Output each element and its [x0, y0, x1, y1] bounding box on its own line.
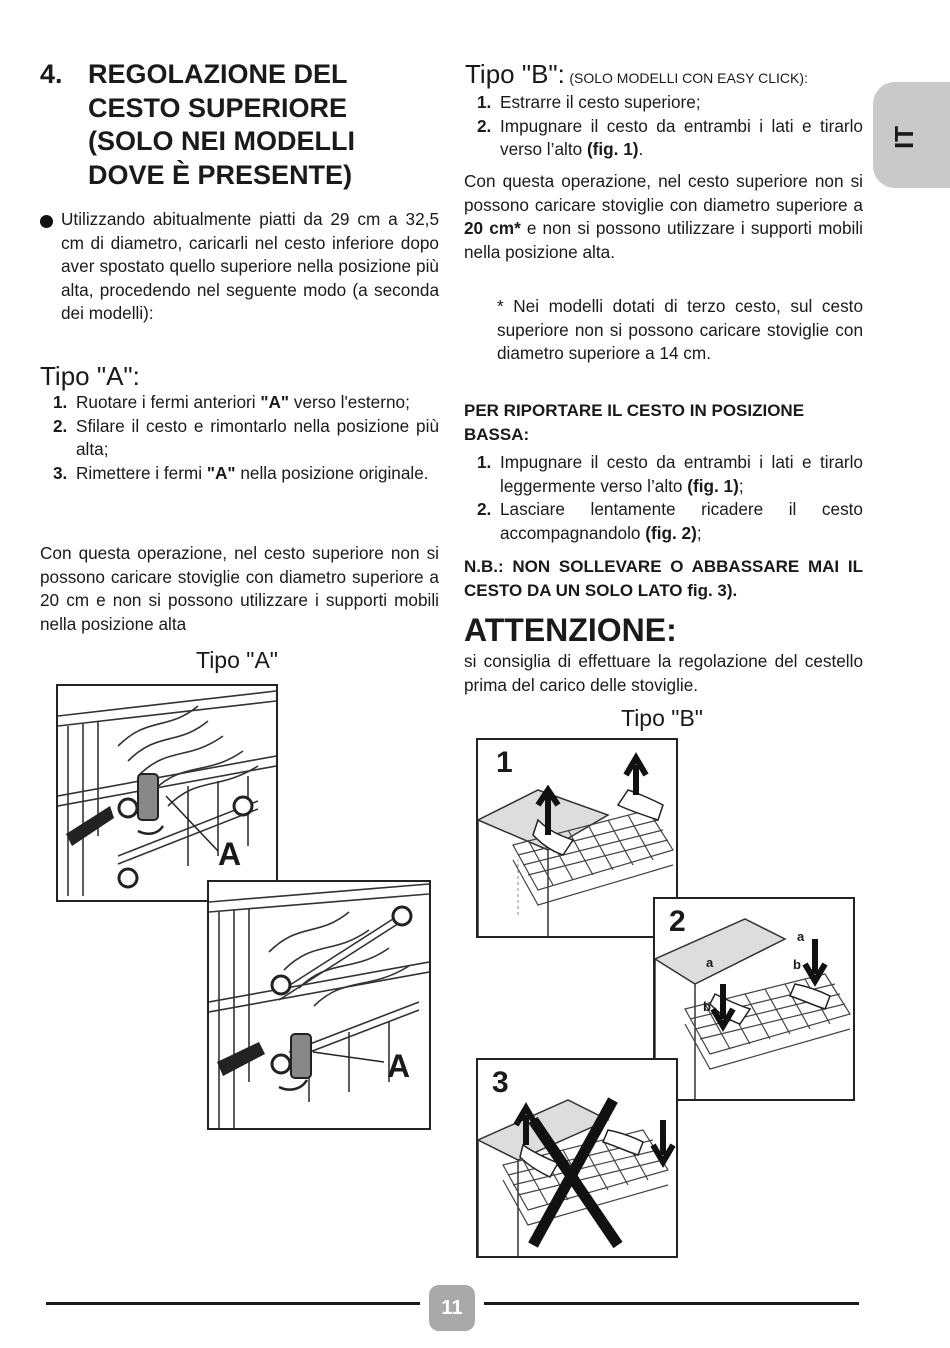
attenzione-heading: ATTENZIONE:	[464, 612, 677, 648]
tipo-a-figure-bottom	[207, 880, 431, 1130]
step-item	[40, 462, 439, 486]
figure-number: 3	[492, 1066, 509, 1099]
tipo-a-label-bottom: A	[387, 1048, 411, 1084]
step-number: 2.	[477, 499, 492, 520]
tipo-a-paragraph: Con questa operazione, nel cesto superiore non si possono caricare stoviglie con diametro superiore a 20 cm e non si possono utilizzare i supporti mobili nella posizione alta	[40, 543, 439, 634]
attenzione-text: si consiglia di effettuare la regolazione del cestello prima del carico delle stoviglie.	[464, 651, 863, 695]
tipo-a-figure-caption: Tipo "A"	[196, 647, 278, 673]
step-text: Rimettere i fermi	[76, 462, 207, 483]
figure-letter: a	[797, 929, 805, 944]
step-text: nella posizione originale.	[235, 462, 429, 483]
step-bold: (fig. 1)	[586, 139, 639, 160]
paragraph-text: Con questa operazione, nel cesto superiore non si possono caricare stoviglie con diametro superiore a	[464, 171, 863, 215]
step-number: 3.	[53, 462, 68, 483]
tipo-b-figure-3	[476, 1058, 678, 1258]
tipo-a-steps	[40, 391, 439, 485]
tipo-b-heading-note: (SOLO MODELLI CON EASY CLICK):	[569, 70, 808, 86]
tipo-b-heading-text: Tipo "B":	[465, 59, 565, 89]
tipo-b-figure-caption: Tipo "B"	[621, 705, 703, 731]
tipo-b-note: * Nei modelli dotati di terzo cesto, sul cesto superiore non si possono caricare stoviglie con diametro superiore a 14 cm.	[497, 296, 863, 364]
step-text: Impugnare il cesto da entrambi i lati e tirarlo verso l’alto	[500, 115, 863, 160]
tipo-b-figure-2	[653, 897, 855, 1101]
step-number: 1.	[53, 392, 68, 412]
intro-bullet-text: Utilizzando abitualmente piatti da 29 cm a 32,5 cm di diametro, caricarli nel cesto inferiore dopo aver spostato quello superiore nella posizione più alta, procedendo nel seguente modo (a seconda dei modelli):	[61, 209, 439, 324]
bassa-steps	[464, 451, 863, 545]
tipo-b-paragraph	[464, 170, 863, 264]
figure-letter: a	[706, 955, 714, 970]
step-number: 1.	[477, 452, 492, 472]
tipo-b-figure-1	[476, 738, 678, 938]
step-text: Lasciare lentamente ricadere il cesto accompagnandolo	[500, 499, 863, 543]
language-tab-label: IT	[889, 125, 920, 150]
step-item	[40, 391, 439, 415]
figure-letter: b	[793, 957, 801, 972]
basket-rail-illustration	[58, 686, 276, 900]
step-text: Ruotare i fermi anteriori	[76, 392, 261, 412]
step-item	[464, 91, 863, 115]
intro-bullet	[40, 208, 439, 326]
step-text: verso l'esterno;	[289, 392, 410, 412]
page-number: 11	[429, 1285, 475, 1331]
step-number: 1.	[477, 92, 492, 112]
step-item	[40, 415, 439, 462]
step-item	[464, 115, 863, 162]
tipo-a-heading: Tipo "A":	[40, 361, 140, 391]
step-text: Estrarre il cesto superiore;	[500, 92, 701, 112]
step-text: .	[638, 139, 644, 160]
tipo-b-steps	[464, 91, 863, 162]
step-text: ;	[696, 522, 702, 543]
nb-warning: N.B.: NON SOLLEVARE O ABBASSARE MAI IL CESTO DA UN SOLO LATO fig. 3).	[464, 557, 863, 600]
step-bold: "A"	[206, 462, 236, 483]
step-item	[464, 498, 863, 545]
footer-rule-right	[484, 1302, 859, 1305]
tipo-a-figure-top	[56, 684, 278, 902]
step-number: 2.	[53, 415, 68, 436]
paragraph-text: e non si possono utilizzare i supporti mobili nella posizione alta.	[464, 218, 863, 262]
step-text: Impugnare il cesto da entrambi i lati e tirarlo leggermente verso l’alto	[500, 452, 863, 496]
step-text: Sfilare il cesto e rimontarlo nella posizione più alta;	[76, 415, 439, 460]
language-tab	[873, 82, 950, 188]
figure-number: 1	[496, 746, 513, 779]
basket-rail-illustration	[209, 882, 429, 1128]
bullet-dot-icon	[40, 215, 53, 228]
footer-rule-left	[46, 1302, 420, 1305]
step-text: ;	[738, 475, 744, 496]
step-bold: "A"	[260, 392, 290, 412]
step-bold: (fig. 1)	[687, 475, 739, 496]
section-title: REGOLAZIONE DEL CESTO SUPERIORE (SOLO NEI MODELLI DOVE È PRESENTE)	[88, 59, 355, 190]
figure-letter: b	[703, 999, 711, 1014]
tipo-b-heading	[465, 59, 865, 89]
section-number: 4.	[40, 59, 63, 89]
paragraph-bold: 20 cm*	[464, 218, 521, 239]
step-bold: (fig. 2)	[645, 522, 697, 543]
figure-number: 2	[669, 905, 686, 938]
step-item	[464, 451, 863, 498]
bassa-heading: PER RIPORTARE IL CESTO IN POSIZIONE BASSA:	[464, 401, 805, 444]
tipo-a-label-top: A	[218, 836, 242, 872]
step-number: 2.	[477, 115, 492, 136]
